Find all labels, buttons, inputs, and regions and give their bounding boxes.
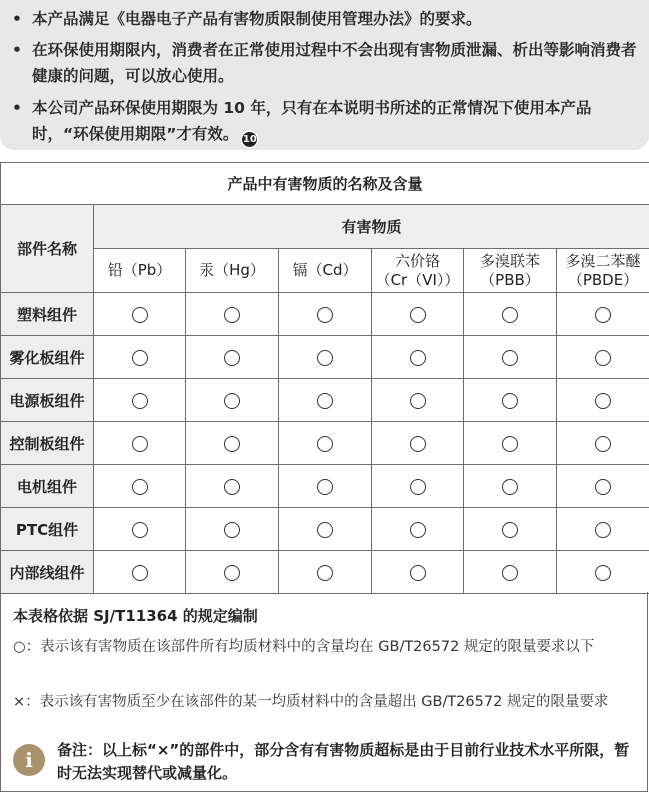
part-name-cell: 电机组件 <box>1 465 94 508</box>
circle-mark-icon <box>502 393 518 409</box>
content-mark-cell <box>186 336 279 379</box>
content-mark-cell <box>557 379 649 422</box>
substance-symbol: （Cr（VI）） <box>375 270 460 289</box>
circle-mark-icon <box>595 479 611 495</box>
substance-name: 多溴二苯醚 <box>565 251 641 270</box>
circle-mark-icon <box>595 565 611 581</box>
intro-bullet-text: 本公司产品环保使用期限为 10 年，只有在本说明书所述的正常情况下使用本产品时，“环保使用期限”才有效。 <box>32 99 592 143</box>
substance-column-header <box>372 249 464 293</box>
substance-name: 汞（Hg） <box>199 261 265 279</box>
intro-bullet <box>12 6 639 32</box>
content-mark-cell <box>557 508 649 551</box>
circle-mark-icon <box>224 436 240 452</box>
circle-mark-icon <box>410 479 426 495</box>
part-name-cell: PTC组件 <box>1 508 94 551</box>
intro-bullet-text: 在环保使用期限内，消费者在正常使用过程中不会出现有害物质泄漏、析出等影响消费者健康的问题，可以放心使用。 <box>32 41 637 85</box>
table-row <box>1 508 649 551</box>
substance-column-header <box>557 249 649 293</box>
circle-mark-icon <box>224 350 240 366</box>
circle-mark-icon <box>502 436 518 452</box>
intro-bullet-text: 本产品满足《电器电子产品有害物质限制使用管理办法》的要求。 <box>32 10 482 28</box>
content-mark-cell <box>186 551 279 594</box>
table-row <box>1 465 649 508</box>
content-mark-cell <box>464 336 557 379</box>
circle-mark-icon <box>132 350 148 366</box>
circle-mark-icon <box>317 565 333 581</box>
part-name-cell: 电源板组件 <box>1 379 94 422</box>
content-mark-cell <box>94 422 186 465</box>
intro-panel <box>0 0 649 150</box>
circle-mark-icon <box>317 436 333 452</box>
circle-mark-icon <box>502 479 518 495</box>
content-mark-cell <box>279 465 372 508</box>
content-mark-cell <box>557 293 649 336</box>
part-name-cell: 控制板组件 <box>1 422 94 465</box>
content-mark-cell <box>279 508 372 551</box>
circle-mark-icon <box>224 479 240 495</box>
substance-name: 六价铬 <box>394 251 440 270</box>
table-row <box>1 379 649 422</box>
circle-mark-icon <box>132 307 148 323</box>
content-mark-cell <box>186 293 279 336</box>
intro-bullet <box>12 37 639 89</box>
circle-mark-icon <box>410 307 426 323</box>
content-mark-cell <box>372 379 464 422</box>
eco-period-10-icon: 10 <box>240 130 259 149</box>
remark-text: 备注：以上标“×”的部件中，部分含有有害物质超标是由于目前行业技术水平所限，暂时无法实现替代或减量化。 <box>57 741 630 782</box>
table-row <box>1 422 649 465</box>
circle-mark-icon <box>595 436 611 452</box>
content-mark-cell <box>94 336 186 379</box>
content-mark-cell <box>94 508 186 551</box>
circle-mark-icon <box>132 393 148 409</box>
content-mark-cell <box>186 422 279 465</box>
circle-mark-icon <box>595 522 611 538</box>
circle-mark-icon <box>317 522 333 538</box>
content-mark-cell <box>372 508 464 551</box>
circle-mark-icon <box>132 565 148 581</box>
content-mark-cell <box>464 508 557 551</box>
table-row <box>1 551 649 594</box>
circle-mark-icon <box>224 522 240 538</box>
part-name-cell: 雾化板组件 <box>1 336 94 379</box>
content-mark-cell <box>372 465 464 508</box>
circle-mark-icon <box>224 307 240 323</box>
content-mark-cell <box>372 551 464 594</box>
content-mark-cell <box>94 293 186 336</box>
substance-name: 铅（Pb） <box>107 261 172 279</box>
content-mark-cell <box>186 465 279 508</box>
hazardous-substance-table <box>0 162 649 594</box>
circle-mark-icon <box>410 522 426 538</box>
circle-mark-icon <box>317 479 333 495</box>
substance-name: 镉（Cd） <box>292 261 358 279</box>
circle-mark-icon <box>502 565 518 581</box>
substance-column-header <box>94 249 186 293</box>
content-mark-cell <box>372 336 464 379</box>
content-mark-cell <box>94 465 186 508</box>
content-mark-cell <box>372 293 464 336</box>
circle-mark-icon <box>132 522 148 538</box>
table-row <box>1 336 649 379</box>
content-mark-cell <box>279 422 372 465</box>
content-mark-cell <box>279 551 372 594</box>
circle-mark-icon <box>502 350 518 366</box>
substance-header: 有害物质 <box>94 205 649 249</box>
intro-bullet <box>12 95 639 149</box>
circle-legend: ○：表示该有害物质在该部件所有均质材料中的含量均在 GB/T26572 规定的限量要求以下 <box>13 639 595 655</box>
circle-mark-icon <box>410 565 426 581</box>
circle-mark-icon <box>317 307 333 323</box>
circle-mark-icon <box>595 393 611 409</box>
content-mark-cell <box>186 379 279 422</box>
content-mark-cell <box>279 379 372 422</box>
content-mark-cell <box>557 465 649 508</box>
standard-basis: 本表格依据 SJ/T11364 的规定编制 <box>13 607 258 625</box>
circle-mark-icon <box>595 350 611 366</box>
substance-column-header <box>464 249 557 293</box>
circle-mark-icon <box>224 565 240 581</box>
substance-symbol: （PBB） <box>480 270 540 289</box>
table-title: 产品中有害物质的名称及含量 <box>1 163 649 205</box>
content-mark-cell <box>464 465 557 508</box>
table-row <box>1 293 649 336</box>
part-name-header: 部件名称 <box>1 205 94 293</box>
content-mark-cell <box>372 422 464 465</box>
circle-mark-icon <box>410 393 426 409</box>
content-mark-cell <box>557 422 649 465</box>
content-mark-cell <box>186 508 279 551</box>
circle-mark-icon <box>132 479 148 495</box>
circle-mark-icon <box>317 350 333 366</box>
content-mark-cell <box>464 379 557 422</box>
content-mark-cell <box>94 379 186 422</box>
content-mark-cell <box>464 551 557 594</box>
content-mark-cell <box>464 422 557 465</box>
part-name-cell: 内部线组件 <box>1 551 94 594</box>
notes-panel <box>0 592 648 792</box>
circle-mark-icon <box>317 393 333 409</box>
circle-mark-icon <box>410 350 426 366</box>
circle-mark-icon <box>502 522 518 538</box>
cross-legend: ×：表示该有害物质至少在该部件的某一均质材料中的含量超出 GB/T26572 规定的限量要求 <box>13 694 609 710</box>
substance-symbol: （PBDE） <box>567 270 639 289</box>
circle-mark-icon <box>224 393 240 409</box>
content-mark-cell <box>557 336 649 379</box>
circle-mark-icon <box>502 307 518 323</box>
circle-mark-icon <box>410 436 426 452</box>
substance-column-header <box>279 249 372 293</box>
part-name-cell: 塑料组件 <box>1 293 94 336</box>
content-mark-cell <box>279 293 372 336</box>
content-mark-cell <box>279 336 372 379</box>
circle-mark-icon <box>595 307 611 323</box>
substance-name: 多溴联苯 <box>479 251 540 270</box>
circle-mark-icon <box>132 436 148 452</box>
content-mark-cell <box>464 293 557 336</box>
info-icon: i <box>13 744 45 776</box>
substance-column-header <box>186 249 279 293</box>
content-mark-cell <box>94 551 186 594</box>
content-mark-cell <box>557 551 649 594</box>
